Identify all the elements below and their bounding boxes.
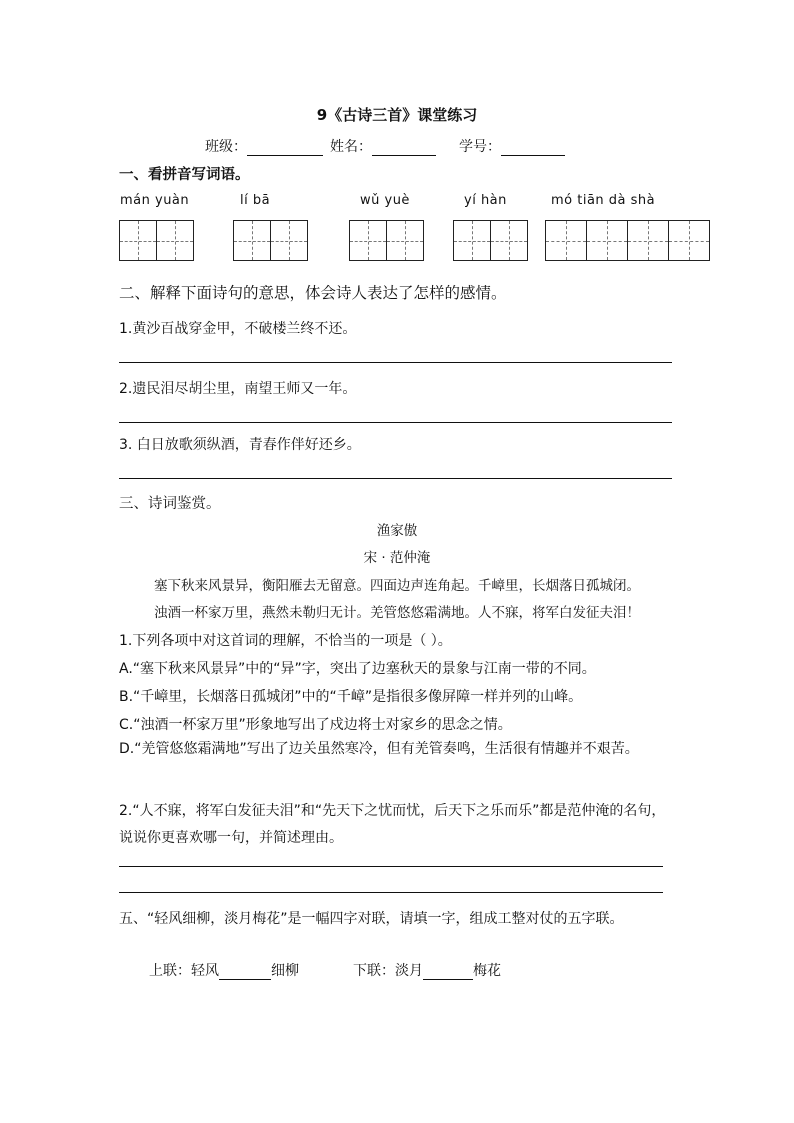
lower-couplet <box>353 960 501 980</box>
writing-cell[interactable] <box>490 220 528 261</box>
pinyin-5: mó tiān dà shà <box>551 193 656 208</box>
section3-q1: 1.下列各项中对这首词的理解，不恰当的一项是（ ）。 <box>119 633 452 649</box>
writing-cell[interactable] <box>545 220 587 261</box>
writing-cell[interactable] <box>627 220 669 261</box>
pinyin-3: wǔ yuè <box>360 193 410 208</box>
writing-cell[interactable] <box>668 220 710 261</box>
upper-blank[interactable] <box>219 965 271 980</box>
writing-cell[interactable] <box>270 220 308 261</box>
writing-cell[interactable] <box>233 220 271 261</box>
writing-cell[interactable] <box>453 220 491 261</box>
section2-q1: 1.黄沙百战穿金甲，不破楼兰终不还。 <box>119 321 357 337</box>
lower-label: 下联：淡月 <box>353 963 423 979</box>
answer-line[interactable] <box>119 866 663 867</box>
poem-line-2: 浊酒一杯家万里，燕然未勒归无计。羌管悠悠霜满地。人不寐，将军白发征夫泪！ <box>154 605 640 621</box>
section5-heading: 五、“轻风细柳，淡月梅花”是一幅四字对联，请填一字，组成工整对仗的五字联。 <box>119 911 624 927</box>
pinyin-4: yí hàn <box>464 193 507 208</box>
lower-tail: 梅花 <box>473 963 501 979</box>
section2-heading: 二、解释下面诗句的意思，体会诗人表达了怎样的感情。 <box>119 284 507 302</box>
id-blank[interactable] <box>501 141 565 156</box>
writing-cell[interactable] <box>349 220 387 261</box>
section2-q3: 3. 白日放歌须纵酒，青春作伴好还乡。 <box>119 437 361 453</box>
option-d: D.“羌管悠悠霜满地”写出了边关虽然寒冷，但有羌管奏鸣，生活很有情趣并不艰苦。 <box>119 741 639 757</box>
option-a: A.“塞下秋来风景异”中的“异”字，突出了边塞秋天的景象与江南一带的不同。 <box>119 661 596 677</box>
writing-grid-2 <box>233 220 308 263</box>
class-field <box>205 136 323 156</box>
id-field <box>459 136 565 156</box>
writing-grid-1 <box>119 220 194 263</box>
pinyin-2: lí bā <box>240 193 271 208</box>
option-c: C.“浊酒一杯家万里”形象地写出了戍边将士对家乡的思念之情。 <box>119 717 512 733</box>
upper-tail: 细柳 <box>271 963 299 979</box>
page-title: 9《古诗三首》课堂练习 <box>316 106 478 124</box>
writing-cell[interactable] <box>586 220 628 261</box>
poem-line-1: 塞下秋来风景异，衡阳雁去无留意。四面边声连角起。千嶂里，长烟落日孤城闭。 <box>154 578 640 594</box>
section2-q2: 2.遗民泪尽胡尘里，南望王师又一年。 <box>119 381 357 397</box>
name-label: 姓名： <box>330 139 372 155</box>
writing-cell[interactable] <box>156 220 194 261</box>
answer-line[interactable] <box>119 892 663 893</box>
section1-heading: 一、看拼音写词语。 <box>119 167 250 183</box>
name-field <box>330 136 436 156</box>
writing-grid-5 <box>545 220 710 263</box>
answer-line[interactable] <box>119 478 672 479</box>
poem-title: 渔家傲 <box>376 523 418 539</box>
answer-line[interactable] <box>119 422 672 423</box>
upper-couplet <box>149 960 299 980</box>
poem-author: 宋 · 范仲淹 <box>363 550 431 566</box>
writing-grid-3 <box>349 220 424 263</box>
writing-grid-4 <box>453 220 528 263</box>
name-blank[interactable] <box>372 141 436 156</box>
upper-label: 上联：轻风 <box>149 963 219 979</box>
pinyin-1: mán yuàn <box>120 193 190 208</box>
id-label: 学号： <box>459 139 501 155</box>
answer-line[interactable] <box>119 362 672 363</box>
class-blank[interactable] <box>247 141 323 156</box>
option-b: B.“千嶂里，长烟落日孤城闭”中的“千嶂”是指很多像屏障一样并列的山峰。 <box>119 689 583 705</box>
writing-cell[interactable] <box>386 220 424 261</box>
section3-q2: 2.“人不寐，将军白发征夫泪”和“先天下之忧而忧，后天下之乐而乐”都是范仲淹的名句，说说你更喜欢哪一句，并简述理由。 <box>119 803 666 846</box>
lower-blank[interactable] <box>423 965 473 980</box>
section3-heading: 三、诗词鉴赏。 <box>119 496 221 512</box>
class-label: 班级： <box>205 139 247 155</box>
writing-cell[interactable] <box>119 220 157 261</box>
